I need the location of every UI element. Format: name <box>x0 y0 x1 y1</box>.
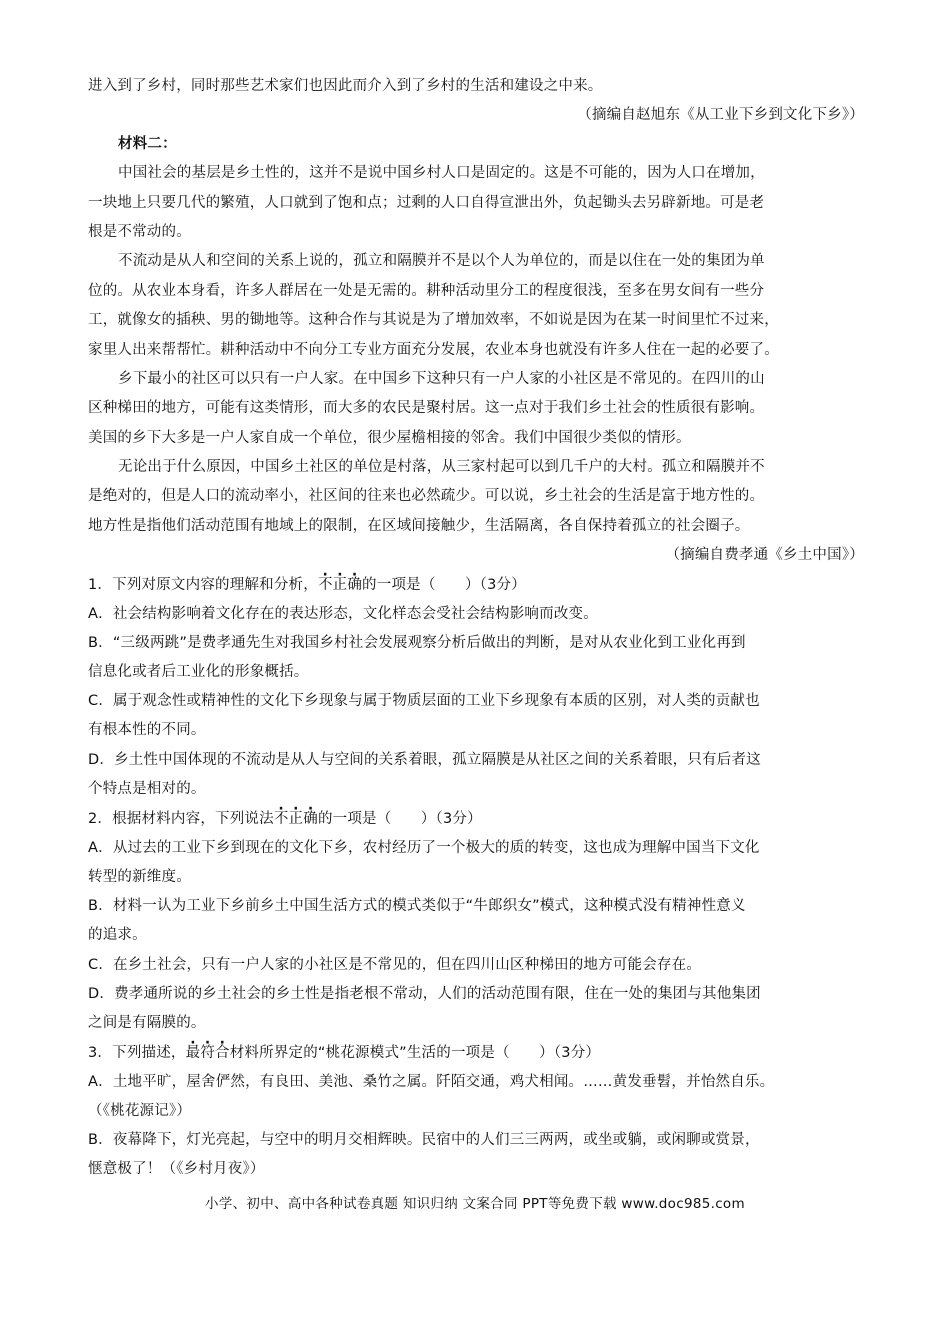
question-1-option-a: A．社会结构影响着文化存在的表达形态，文化样态会受社会结构影响而改变。 <box>88 606 598 622</box>
question-2-option-b: B．材料一认为工业下乡前乡土中国生活方式的模式类似于“牛郎织女”模式，这种模式没有精神性意义 <box>88 898 746 914</box>
emphasis-char: 合 <box>215 1045 230 1061</box>
question-1-option-d: D．乡土性中国体现的不流动是从人与空间的关系着眼，孤立隔膜是从社区之间的关系着眼，只有后者这 <box>88 752 761 768</box>
question-2-option-d: D．费孝通所说的乡土社会的乡土性是指老根不常动，人们的活动范围有限，住在一处的集团与其他集团 <box>88 986 761 1002</box>
text-line: 根是不常动的。 <box>88 224 191 240</box>
text-line: 地方性是指他们活动范围有地域上的限制，在区域间接触少，生活隔离，各自保持着孤立的社会圈子。 <box>88 518 750 534</box>
question-1-option-c: C．属于观念性或精神性的文化下乡现象与属于物质层面的工业下乡现象有本质的区别，对人类的贡献也 <box>88 693 760 709</box>
question-2-option-a: A．从过去的工业下乡到现在的文化下乡，农村经历了一个极大的质的转变，这也成为理解中国当下文化 <box>88 840 760 856</box>
source-citation: （摘编自赵旭东《从工业下乡到文化下乡》） <box>577 107 864 123</box>
text-line: 位的。从农业本身看，许多人群居在一处是无需的。耕种活动里分工的程度很浅，至多在男女间有一些分 <box>88 283 765 299</box>
source-citation: （摘编自费孝通《乡土中国》） <box>665 547 864 563</box>
question-3-stem: 3．下列描述，最符合材料所界定的“桃花源模式”生活的一项是（ ）（3分） <box>88 1045 601 1061</box>
page-footer: 小学、初中、高中各种试卷真题 知识归纳 文案合同 PPT等免费下载 www.doc985.com <box>205 1196 745 1212</box>
text-line: 乡下最小的社区可以只有一户人家。在中国乡下这种只有一户人家的小社区是不常见的。在四川的山 <box>118 371 765 387</box>
question-3-option-b: B．夜幕降下，灯光亮起，与空中的明月交相辉映。民宿中的人们三三两两，或坐或躺，或闲聊或赏景， <box>88 1132 760 1148</box>
text-line: 不流动是从人和空间的关系上说的，孤立和隔膜并不是以个人为单位的，而是以住在一处的集团为单 <box>118 253 765 269</box>
text-line: 家里人出来帮帮忙。耕种活动中不向分工专业方面充分发展，农业本身也就没有许多人住在一起的必要了。 <box>88 342 779 358</box>
question-3-option-b-cont: 惬意极了！（《乡村月夜》） <box>88 1161 265 1177</box>
section-heading: 材料二： <box>118 135 177 152</box>
question-1-option-c-cont: 有根本性的不同。 <box>88 722 206 738</box>
text-line: 是绝对的，但是人口的流动率小，社区间的往来也必然疏少。可以说，乡土社会的生活是富于地方性的。 <box>88 488 765 504</box>
emphasis-char: 正 <box>332 577 348 593</box>
emphasis-char: 确 <box>347 577 363 593</box>
question-3-option-a-cont: （《桃花源记》） <box>88 1103 192 1119</box>
text-line: 美国的乡下大多是一户人家自成一个单位，很少屋檐相接的邻舍。我们中国很少类似的情形。 <box>88 430 691 446</box>
text-line: 工，就像女的插秧、男的锄地等。这种合作与其说是为了增加效率，不如说是因为在某一时间里忙不过来， <box>88 312 779 328</box>
text-line: 一块地上只要几代的繁殖，人口就到了饱和点；过剩的人口自得宣泄出外，负起锄头去另辟新地。可是老 <box>88 195 765 211</box>
emphasis-char: 正 <box>288 811 304 827</box>
question-2-option-d-cont: 之间是有隔膜的。 <box>88 1015 206 1031</box>
emphasis-char: 不 <box>317 577 333 593</box>
text-line: 中国社会的基层是乡土性的，这并不是说中国乡村人口是固定的。这是不可能的，因为人口在增加， <box>118 165 765 181</box>
question-1-option-b-cont: 信息化或者后工业化的形象概括。 <box>88 664 309 680</box>
emphasis-char: 确 <box>303 811 318 827</box>
text-line: 无论出于什么原因，中国乡土社区的单位是村落，从三家村起可以到几千户的大村。孤立和隔膜并不 <box>118 459 765 475</box>
emphasis-char: 最 <box>185 1045 201 1061</box>
text-line: 进入到了乡村，同时那些艺术家们也因此而介入到了乡村的生活和建设之中来。 <box>88 78 603 94</box>
question-3-option-a: A．土地平旷，屋舍俨然，有良田、美池、桑竹之属。阡陌交通，鸡犬相闻。……黄发垂髫，并怡然自乐。 <box>88 1074 775 1090</box>
text-line: 区种梯田的地方，可能有这类情形，而大多的农民是聚村居。这一点对于我们乡土社会的性质很有影响。 <box>88 400 765 416</box>
emphasis-char: 符 <box>200 1045 216 1061</box>
question-2-stem: 2．根据材料内容，下列说法不正确的一项是（ ）（3分） <box>88 811 482 827</box>
question-2-option-a-cont: 转型的新维度。 <box>88 869 191 885</box>
question-1-option-d-cont: 个特点是相对的。 <box>88 781 206 797</box>
emphasis-char: 不 <box>273 811 289 827</box>
question-1-option-b: B．“三级两跳”是费孝通先生对我国乡村社会发展观察分析后做出的判断，是对从农业化到工业化再到 <box>88 635 746 651</box>
question-1-stem: 1．下列对原文内容的理解和分析，不正确的一项是（ ）（3分） <box>88 577 526 593</box>
question-2-option-b-cont: 的追求。 <box>88 927 147 943</box>
question-2-option-c: C．在乡土社会，只有一户人家的小社区是不常见的，但在四川山区种梯田的地方可能会存在。 <box>88 957 702 973</box>
